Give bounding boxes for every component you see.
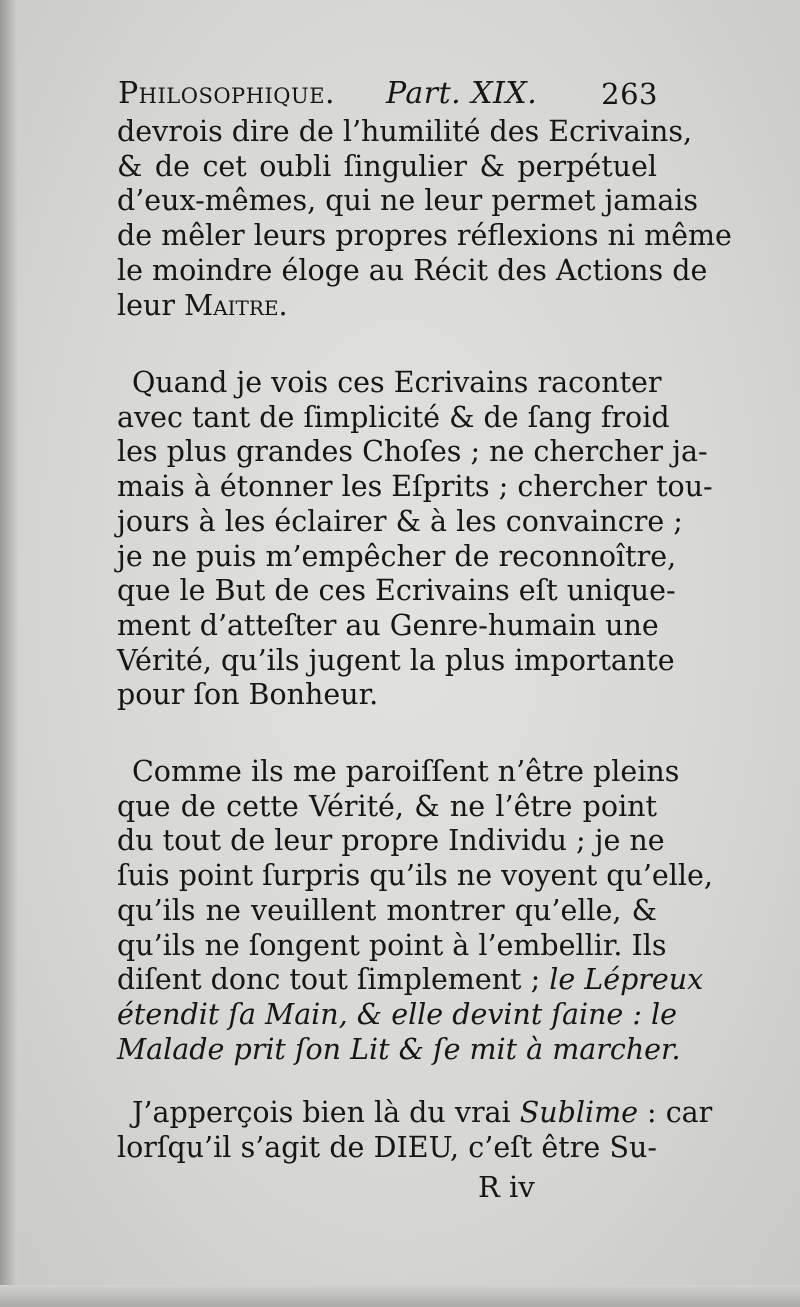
text-line: de mêler leurs propres réflexions ni même [117,219,732,253]
text-line: ſuis point ſurpris qu’ils ne voyent qu’elle, [117,859,713,893]
paragraph-1 [117,115,732,323]
italic-line: Malade prit ſon Lit & ſe mit à marcher. [117,1032,681,1066]
text-line: que de cette Vérité, & ne l’être point [117,789,657,823]
paragraph-4 [117,1096,713,1165]
text-fragment: leur [117,288,185,322]
part-label: Part. XIX. [386,76,538,111]
text-line-mixed [117,1096,713,1131]
text-line-final [117,289,657,324]
text-line: Quand je vois ces Ecrivains raconter [132,366,662,399]
text-line: Comme ils me paroiſſent n’être pleins [132,755,680,788]
text-line: qu’ils ne veuillent montrer qu’elle, & [117,893,657,927]
text-line: mais à étonner les Eſprits ; chercher tou- [117,470,713,504]
text-fragment: diſent donc tout ſimplement ; [117,963,550,997]
text-line: ment d’atteſter au Genre-humain une [117,608,659,642]
page-gutter-shadow [0,0,18,1307]
running-title: Philosophique. [118,76,336,111]
text-line: pour ſon Bonheur. [117,678,379,712]
paragraph-2 [117,366,713,713]
text-line: lorſqu’il s’agit de DIEU, c’eſt être Su- [117,1130,657,1164]
page-bottom-shadow [0,1285,800,1307]
text-line: du tout de leur propre Individu ; je ne [117,824,665,858]
text-line-mixed [117,963,704,998]
italic-fragment: le Lépreux [549,963,704,997]
italic-fragment: Sublime [519,1096,638,1129]
italic-line: étendit ſa Main, & elle devint ſaine : le [117,997,677,1031]
text-line: d’eux-mêmes, qui ne leur permet jamais [117,184,699,218]
page-number: 263 [601,77,658,111]
text-fragment: J’apperçois bien là du vrai [132,1096,520,1129]
text-line: & de cet oubli ſingulier & perpétuel [117,149,657,183]
text-line: le moindre éloge au Récit des Actions de [117,253,708,287]
text-line: les plus grandes Choſes ; ne chercher ja- [117,435,708,469]
text-line: jours à les éclairer & à les convaincre ; [117,504,683,538]
text-fragment: : car [637,1096,713,1129]
text-line: que le But de ces Ecrivains eſt unique- [117,574,676,608]
smallcaps-word: Maitre. [184,288,288,322]
text-line: je ne puis m’empêcher de reconnoître, [117,539,677,573]
text-line: Vérité, qu’ils jugent la plus importante [117,643,675,677]
text-line: qu’ils ne ſongent point à l’embellir. Ils [117,928,667,962]
text-line: avec tant de ſimplicité & de ſang froid [117,400,670,434]
text-line: devrois dire de l’humilité des Ecrivains, [117,115,693,148]
paragraph-3 [117,755,713,1067]
signature-mark: R iv [478,1170,535,1204]
